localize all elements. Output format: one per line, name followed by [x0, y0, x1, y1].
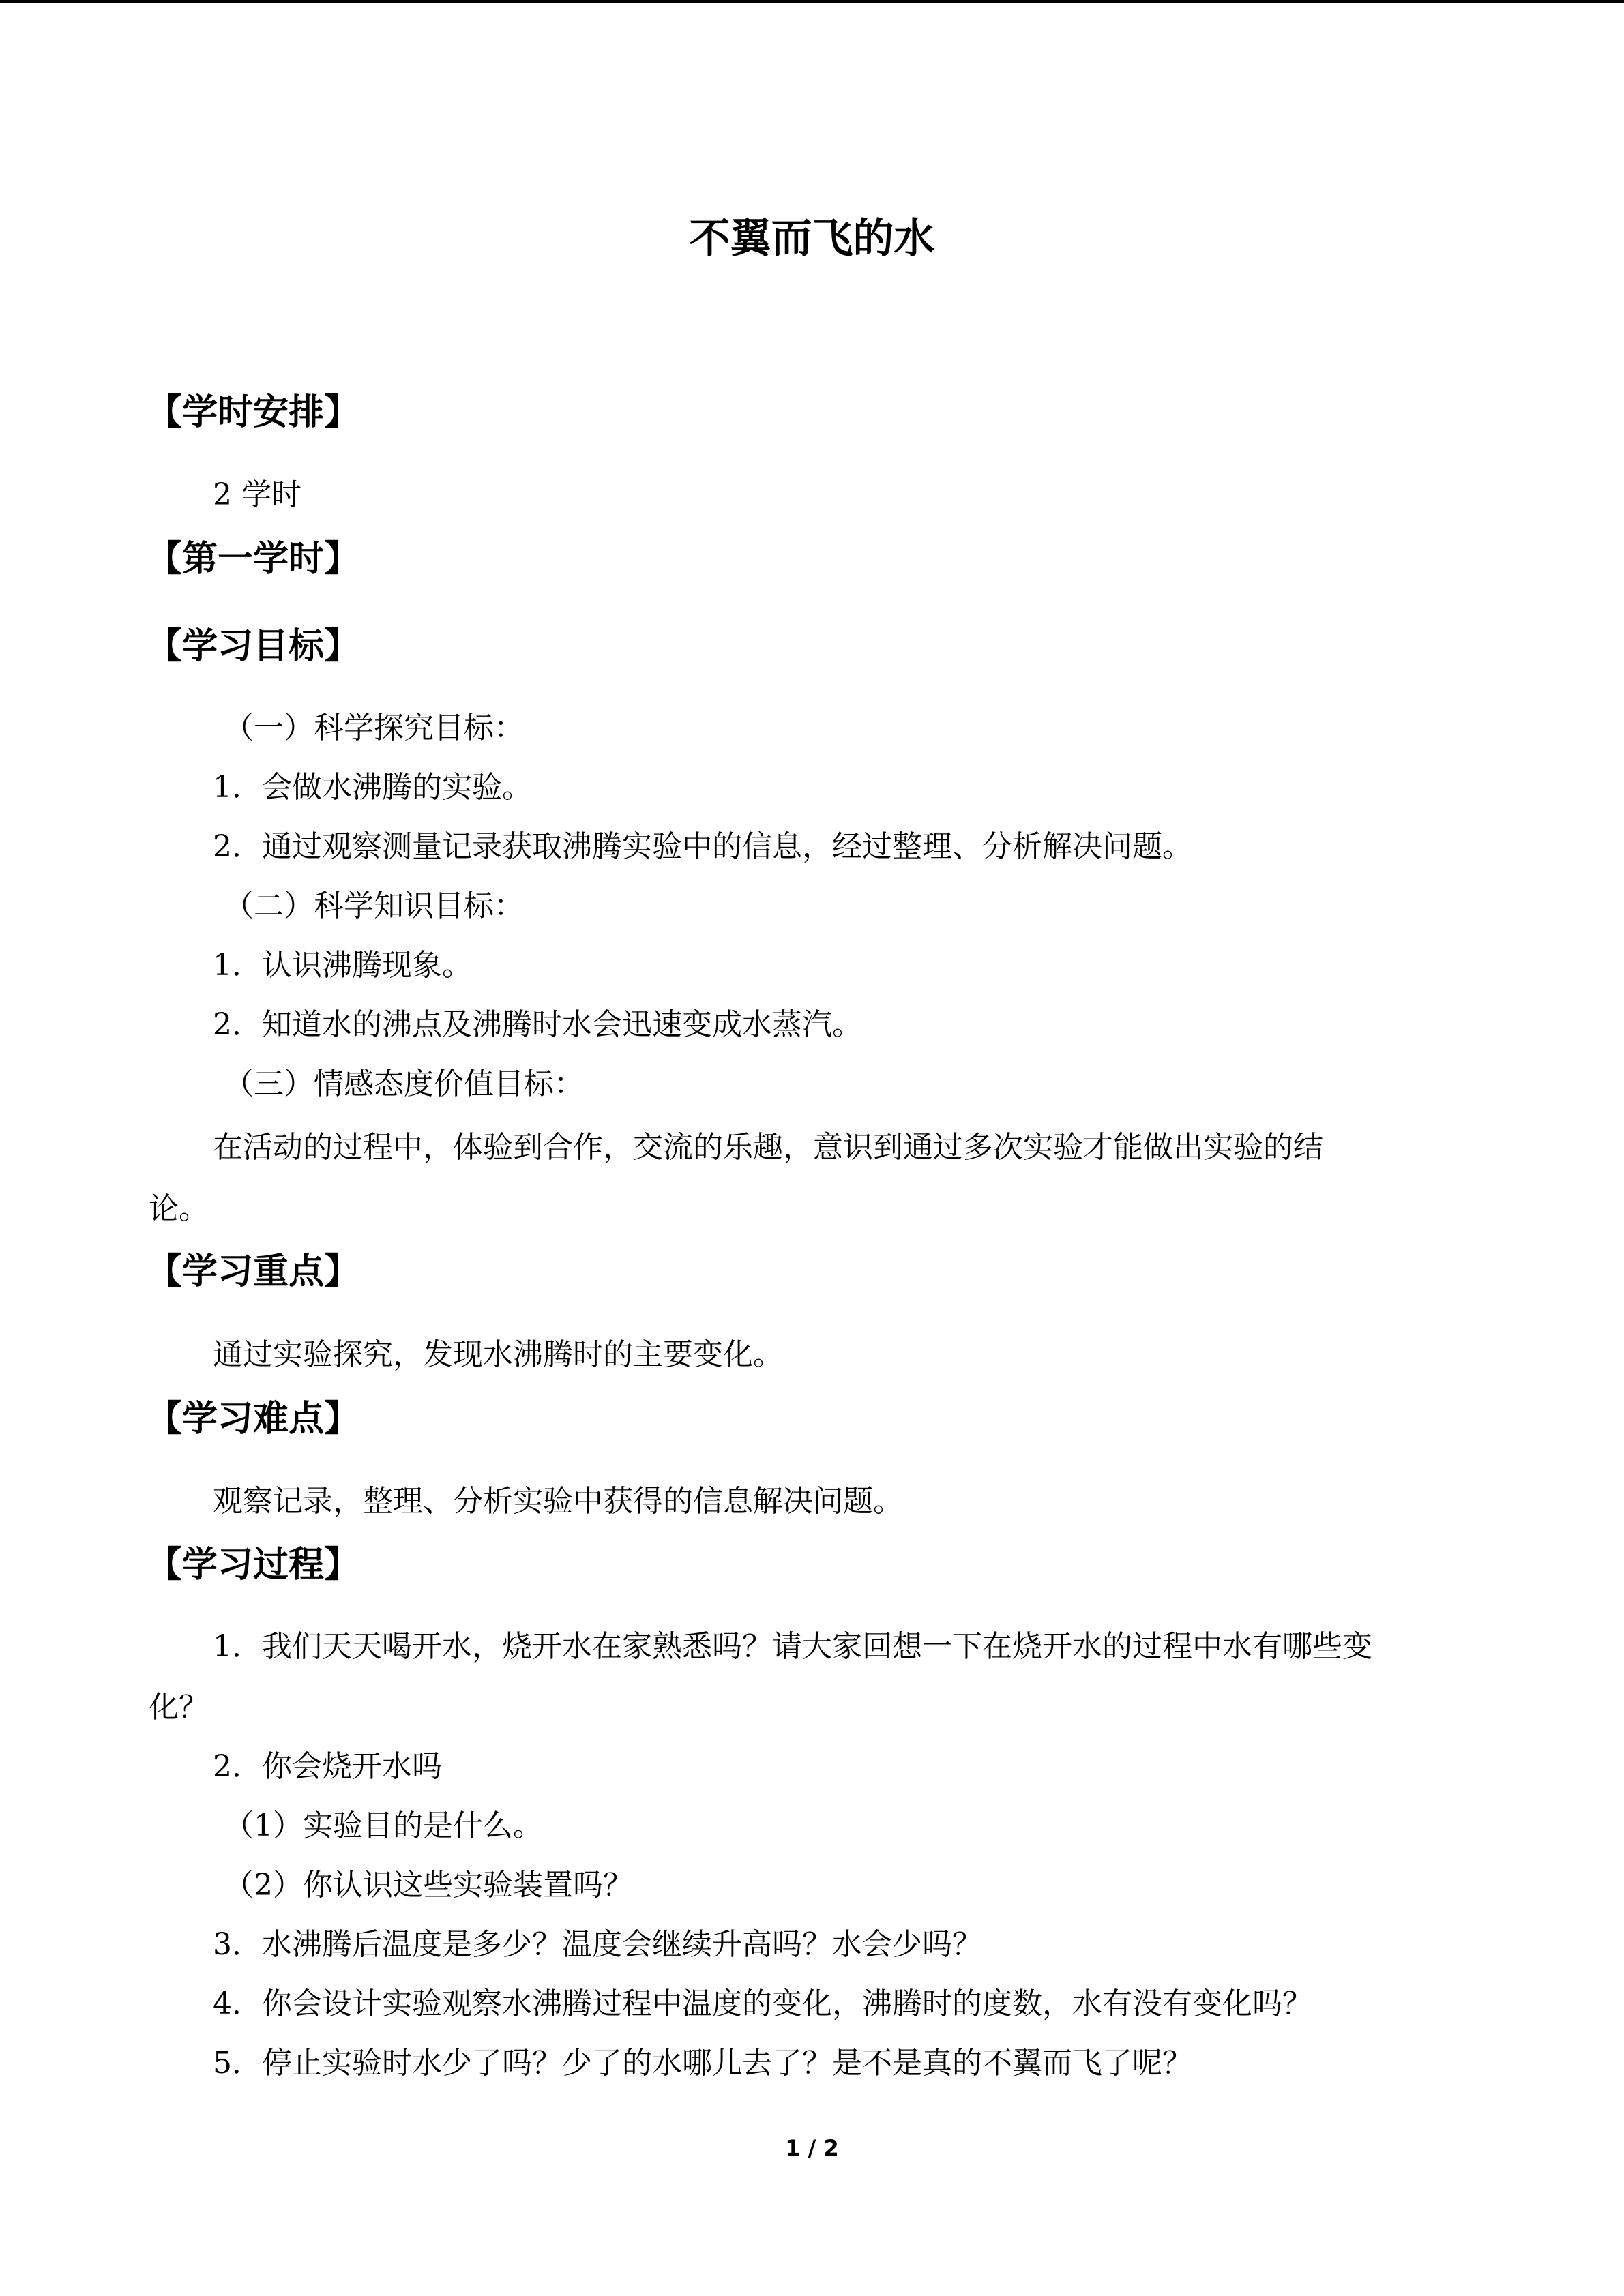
heading-first-period: 【第一学时】 — [147, 539, 360, 580]
objective-knowledge-2: 2．知道水的沸点及沸腾时水会迅速变成水蒸汽。 — [213, 1007, 862, 1042]
document-title: 不翼而飞的水 — [689, 215, 935, 263]
objective-knowledge-1: 1．认识沸腾现象。 — [213, 948, 472, 983]
heading-objectives: 【学习目标】 — [147, 626, 360, 667]
objective-inquiry-title: （一）科学探究目标： — [224, 711, 524, 745]
objective-emotion-line2: 论。 — [149, 1191, 209, 1226]
process-item-2-sub-2: （2）你认识这些实验装置吗？ — [224, 1868, 633, 1903]
page-number: 1 / 2 — [785, 2135, 839, 2161]
process-item-2-sub-1: （1）实验目的是什么。 — [224, 1808, 543, 1843]
top-border-line — [0, 0, 1624, 3]
objective-inquiry-2: 2．通过观察测量记录获取沸腾实验中的信息，经过整理、分析解决问题。 — [213, 829, 1192, 864]
process-item-5: 5．停止实验时水少了吗？少了的水哪儿去了？是不是真的不翼而飞了呢？ — [213, 2046, 1192, 2081]
schedule-text: 2 学时 — [213, 477, 301, 512]
process-item-1-line2: 化？ — [149, 1690, 209, 1725]
process-item-2: 2．你会烧开水吗 — [213, 1749, 442, 1784]
objective-emotion-line1: 在活动的过程中，体验到合作，交流的乐趣，意识到通过多次实验才能做出实验的结 — [213, 1130, 1323, 1165]
process-item-3: 3．水沸腾后温度是多少？温度会继续升高吗？水会少吗？ — [213, 1927, 982, 1962]
process-item-4: 4．你会设计实验观察水沸腾过程中温度的变化，沸腾时的度数，水有没有变化吗？ — [213, 1986, 1312, 2021]
objective-knowledge-title: （二）科学知识目标： — [224, 889, 524, 923]
heading-schedule: 【学时安排】 — [147, 392, 360, 433]
objective-inquiry-1: 1．会做水沸腾的实验。 — [213, 770, 532, 805]
heading-process: 【学习过程】 — [147, 1545, 360, 1585]
heading-difficulties: 【学习难点】 — [147, 1399, 360, 1440]
difficulties-text: 观察记录，整理、分析实验中获得的信息解决问题。 — [213, 1484, 903, 1519]
key-points-text: 通过实验探究，发现水沸腾时的主要变化。 — [213, 1337, 783, 1372]
heading-key-points: 【学习重点】 — [147, 1251, 360, 1292]
objective-emotion-title: （三）情感态度价值目标： — [224, 1067, 584, 1101]
process-item-1-line1: 1．我们天天喝开水，烧开水在家熟悉吗？请大家回想一下在烧开水的过程中水有哪些变 — [213, 1629, 1372, 1664]
